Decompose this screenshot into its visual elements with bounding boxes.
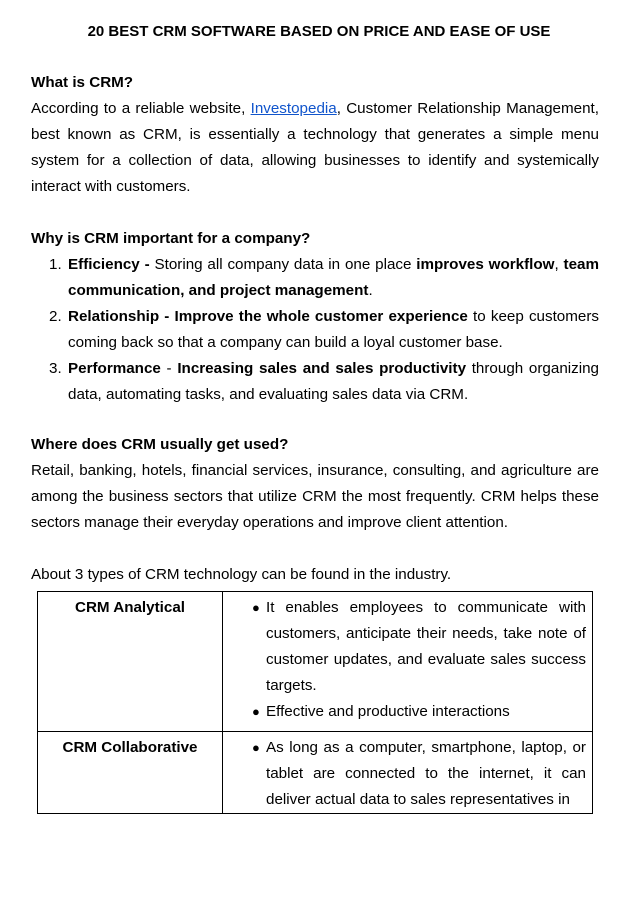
efficiency-bold-communication: team communication, and project management	[68, 256, 599, 299]
bullet-text: As long as a computer, smartphone, laptop, or tablet are connected to the internet, it can deliver actual data to sales representatives in	[266, 739, 586, 808]
section-heading-where: Where does CRM usually get used?	[31, 436, 289, 453]
crm-type-cell: CRM Analytical	[38, 592, 223, 732]
table-row	[38, 592, 593, 732]
crm-type-cell: CRM Collaborative	[38, 732, 223, 814]
section-why-crm	[31, 226, 599, 408]
what-paragraph-post: , Customer Relationship Management, best known as CRM, is essentially a technology that generates a simple menu system for a collection of data, allowing businesses to identify and systemically interact with customers.	[31, 100, 599, 195]
document-title: 20 BEST CRM SOFTWARE BASED ON PRICE AND EASE OF USE	[87, 23, 551, 40]
efficiency-end: .	[368, 282, 373, 299]
crm-description-cell	[223, 732, 593, 814]
section-heading-why: Why is CRM important for a company?	[31, 230, 311, 247]
relationship-label: Relationship - Improve the whole customer experience	[68, 308, 468, 325]
bullet-text: It enables employees to communicate with customers, anticipate their needs, take note of customer updates, and evaluate sales success targets.	[266, 599, 586, 694]
what-paragraph	[31, 96, 599, 200]
list-item-relationship	[31, 304, 599, 356]
bullet-icon: ●	[252, 704, 260, 719]
list-number: 3.	[49, 360, 62, 377]
list-item-efficiency	[31, 252, 599, 304]
importance-list	[31, 252, 599, 408]
table-row	[38, 732, 593, 814]
bullet-list	[229, 595, 586, 725]
performance-text: through organizing data, automating tasks, and evaluating sales data via CRM.	[68, 360, 600, 403]
efficiency-bold-workflow: improves workflow	[416, 256, 555, 273]
types-intro: About 3 types of CRM technology can be found in the industry.	[31, 566, 452, 583]
crm-types-table	[37, 591, 593, 814]
bullet-text: Effective and productive interactions	[266, 703, 510, 720]
list-item-performance	[31, 356, 599, 408]
list-item	[229, 699, 586, 725]
list-number: 1.	[49, 256, 62, 273]
performance-sep: -	[160, 360, 178, 377]
efficiency-text: Storing all company data in one place	[149, 256, 417, 273]
section-what-is-crm	[31, 70, 599, 200]
performance-label: Performance	[68, 360, 161, 377]
section-heading-what: What is CRM?	[31, 74, 134, 91]
bullet-icon: ●	[252, 600, 260, 615]
crm-description-cell	[223, 592, 593, 732]
efficiency-label: Efficiency -	[68, 256, 150, 273]
investopedia-link[interactable]: Investopedia	[250, 100, 337, 117]
what-paragraph-pre: According to a reliable website,	[31, 100, 251, 117]
section-where-crm	[31, 432, 599, 536]
list-number: 2.	[49, 308, 62, 325]
list-item	[229, 735, 586, 813]
bullet-icon: ●	[252, 740, 260, 755]
list-item	[229, 595, 586, 699]
performance-bold-sales: Increasing sales and sales productivity	[177, 360, 467, 377]
efficiency-sep: ,	[554, 256, 564, 273]
relationship-text: to keep customers coming back so that a company can build a loyal customer base.	[68, 308, 600, 351]
where-paragraph: Retail, banking, hotels, financial services, insurance, consulting, and agriculture are among the business sectors that utilize CRM the most frequently. CRM helps these sectors manage their everyday operations and improve client attention.	[31, 462, 599, 531]
bullet-list	[229, 735, 586, 813]
